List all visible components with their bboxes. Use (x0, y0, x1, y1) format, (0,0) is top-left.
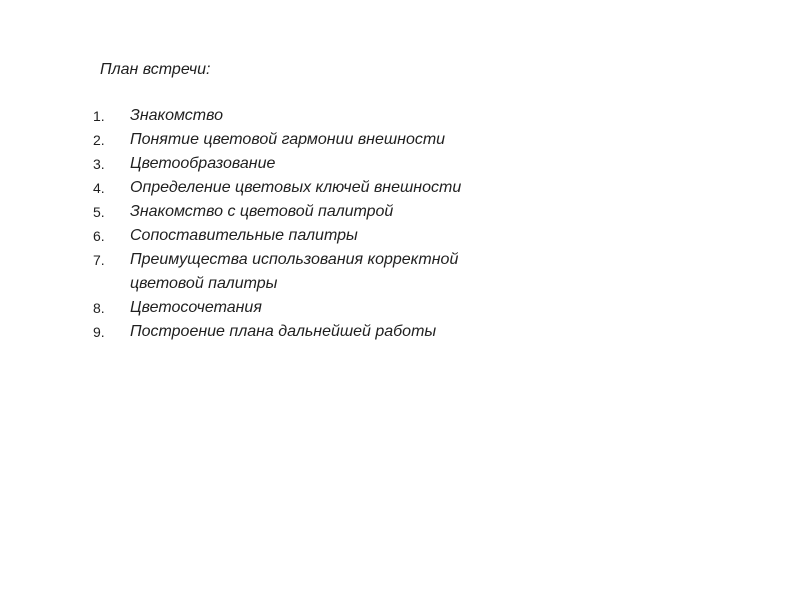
agenda-item-text: Цветообразование (130, 155, 276, 172)
agenda-item-text: Определение цветовых ключей внешности (130, 179, 462, 196)
agenda-item-text: Цветосочетания (130, 299, 262, 316)
agenda-item-9 (93, 320, 573, 344)
agenda-item-text-multiline (130, 248, 458, 296)
agenda-item-line: Преимущества использования корректной (130, 251, 459, 268)
agenda-item-number: 6. (93, 228, 105, 244)
agenda-item-number: 8. (93, 300, 105, 316)
agenda-item-5 (93, 200, 573, 224)
agenda-item-text: Понятие цветовой гармонии внешности (130, 131, 446, 148)
agenda-item-number: 9. (93, 324, 105, 340)
agenda-item-number: 5. (93, 204, 105, 220)
agenda-item-text: Построение плана дальнейшей работы (130, 323, 437, 340)
agenda-item-1 (93, 104, 573, 128)
agenda-title: План встречи: (100, 61, 211, 78)
agenda-item-number: 1. (93, 108, 105, 124)
agenda-item-6 (93, 224, 573, 248)
agenda-item-text: Знакомство с цветовой палитрой (130, 203, 394, 220)
agenda-item-text: Знакомство (130, 107, 223, 124)
agenda-item-2 (93, 128, 573, 152)
agenda-item-7 (93, 248, 573, 296)
agenda-item-text: Сопоставительные палитры (130, 227, 358, 244)
agenda-item-line: цветовой палитры (130, 275, 278, 292)
agenda-item-number: 4. (93, 180, 105, 196)
agenda-item-number: 3. (93, 156, 105, 172)
agenda-item-8 (93, 296, 573, 320)
agenda-list (93, 104, 573, 344)
agenda-item-number: 2. (93, 132, 105, 148)
agenda-item-number: 7. (93, 252, 105, 268)
agenda-item-3 (93, 152, 573, 176)
agenda-item-4 (93, 176, 573, 200)
